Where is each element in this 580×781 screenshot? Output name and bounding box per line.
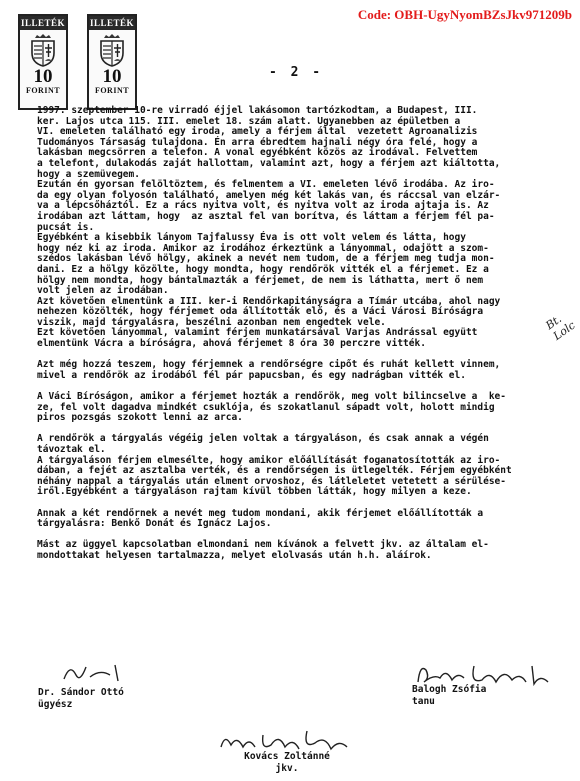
- text-line: dani. Ez a hölgy közölte, hogy mondta, hogy rendőrök vitték el a férjemet. Ez a: [37, 263, 489, 275]
- signatory-name: Dr. Sándor Ottó: [38, 687, 124, 698]
- text-line: A tárgyaláson férjem elmesélte, hogy amikor előállítását foganatosították az iro-: [37, 454, 501, 466]
- text-line: hogy néz ki az iroda. Amikor az irodához érkeztünk a lányommal, odajött a szom-: [37, 242, 489, 254]
- text-line: szédos lakásban lévő hölgy, akinek a nevét nem tudom, de a férjem meg tudja mon-: [37, 253, 495, 265]
- coat-of-arms-icon: [96, 33, 128, 67]
- text-line: távoztak el.: [37, 444, 106, 455]
- text-line: viszik, majd tárgyalásra, beszélni azonban nem engedtek vele.: [37, 316, 386, 328]
- text-line: lakásban megcsörren a telefon. A vonal egyébként közös az irodával. Felvettem: [37, 147, 478, 159]
- text-line: irodában azt láttam, hogy az asztal fel van borítva, és láttam a férjem fél pa-: [37, 210, 495, 222]
- document-code-label: Code: OBH-UgyNyomBZsJkv971209b: [357, 7, 572, 22]
- page-number: - 2 -: [269, 65, 324, 80]
- text-line: Ezután én gyorsan felöltöztem, és felmentem a VI. emeleten lévő irodába. Az iro-: [37, 179, 495, 191]
- text-line: da egy olyan folyosón található, amelyen még két lakás van, és ráccsal van elzár-: [37, 189, 501, 201]
- signature-scribble: [60, 659, 130, 685]
- text-line: volt jelen az irodában.: [37, 285, 169, 297]
- text-line: hogy a szemüvegem.: [37, 168, 140, 180]
- stamp-value: 10: [102, 66, 122, 87]
- text-line: nehezen közölték, hogy férjemet oda állították elő, és a Váci Városi Bíróságra: [37, 306, 484, 318]
- text-line: Mást az üggyel kapcsolatban elmondani nem kívánok a felvett jkv. az általam el-: [37, 539, 489, 551]
- text-line: piros pozsgás szokott lenni az arca.: [37, 412, 243, 424]
- text-line: tárgyalásra: Benkő Donát és Ignácz Lajos.: [37, 518, 272, 530]
- text-line: A rendőrök a tárgyalás végéig jelen voltak a tárgyaláson, és csak annak a végén: [37, 433, 489, 445]
- handwritten-margin-note: Bt. Lolc: [543, 312, 578, 343]
- text-line: VI. emeleten található egy iroda, amely a férjem által vezetett Agroanalizis: [37, 126, 478, 138]
- duty-stamp: [18, 14, 68, 110]
- text-line: Annak a két rendőrnek a nevét meg tudom mondani, akik férjemet előállították a: [37, 507, 484, 519]
- text-line: ze, fel volt dagadva mindkét csuklója, és szokatlanul sápadt volt, holott mindig: [37, 401, 495, 413]
- text-line: pucsát is.: [37, 221, 95, 233]
- text-line: dában, a fejét az asztalba verték, és a rendőrségen is ütlegelték. Férjem egyébként: [37, 465, 512, 477]
- text-line: Tudományos Társaság tulajdona. Én arra ébredtem hajnali négy óra felé, hogy a: [37, 136, 478, 148]
- testimony-body: [37, 106, 557, 562]
- stamp-currency: FORINT: [25, 86, 61, 95]
- text-line: a telefont, dulakodás zaját hallottam, valamint azt, hogy a férjem azt kiáltotta,: [37, 157, 501, 169]
- duty-stamp: [87, 14, 137, 110]
- text-line: 1997. szeptember 10-re virradó éjjel lakásomon tartózkodtam, a Budapest, III.: [37, 105, 478, 116]
- paragraph-gap: [37, 498, 557, 509]
- stamp-value: 10: [33, 66, 53, 87]
- text-line: ker. Lajos utca 115. III. emelet 18. szám alatt. Ugyanebben az épületben a: [37, 115, 461, 127]
- coat-of-arms-icon: [27, 33, 59, 67]
- text-line: hölgy nem mondta, hogy bántalmazták a férjemet, de nem is láthatta, mert ő nem: [37, 274, 484, 286]
- text-line: mivel a rendőrök az irodából fél pár papucsban, és egy nadrágban vitték el.: [37, 369, 466, 381]
- signatory-name: Balogh Zsófia: [412, 684, 487, 695]
- signature-block-prosecutor: [38, 687, 124, 711]
- text-line: Azt még hozzá teszem, hogy férjemnek a rendőrségre cipőt és ruhát kellett vinnem,: [37, 359, 501, 371]
- signatory-role: jkv.: [275, 763, 299, 774]
- stamp-currency: FORINT: [94, 86, 130, 95]
- text-line: va a lépcsőháztól. Ez a rács nyitva volt, és nyitva volt az iroda ajtaja is. Az: [37, 200, 489, 212]
- text-line: elmentünk Vácra a bíróságra, ahová férjemet 8 óra 30 perczre vitték.: [37, 338, 426, 350]
- stamp-title: ILLETÉK: [20, 18, 66, 28]
- text-line: A Váci Bíróságon, amikor a férjemet hozták a rendőrök, meg volt bilincselve a ke-: [37, 391, 506, 403]
- text-line: mondottakat helyesen tartalmazza, melyet elolvasás után h.h. aláírok.: [37, 549, 432, 561]
- stamp-title: ILLETÉK: [89, 18, 135, 28]
- text-line: iről.Egyébként a tárgyaláson rajtam kívül többen látták, hogy milyen a keze.: [37, 486, 472, 498]
- signature-block-recorder: [232, 751, 342, 775]
- signatory-role: tanu: [412, 696, 435, 707]
- signature-block-witness: [412, 684, 486, 708]
- signatory-role: ügyész: [38, 699, 73, 710]
- text-line: Ezt követően lányommal, valamint férjem munkatársával Varjas Andrással együtt: [37, 327, 478, 339]
- signatory-name: Kovács Zoltánné: [244, 751, 330, 762]
- text-line: néhány nappal a tárgyalás után elment orvoshoz, és látleletet vetetett a sérülése-: [37, 475, 506, 487]
- text-line: Egyébként a kisebbik lányom Tajfalussy Éva is ott volt velem és látta, hogy: [37, 232, 466, 244]
- text-line: Azt követően elmentünk a III. ker-i Rendőrkapitányságra a Tímár utcába, ahol nagy: [37, 295, 501, 307]
